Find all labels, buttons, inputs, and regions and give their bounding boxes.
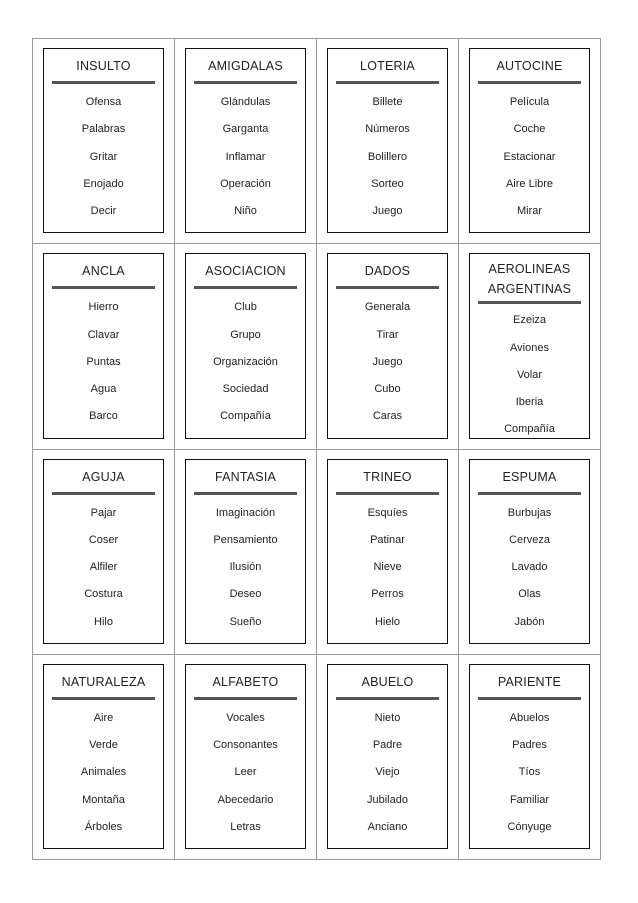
forbidden-word: Cónyuge <box>507 820 552 833</box>
forbidden-word: Club <box>234 301 257 314</box>
forbidden-word: Operación <box>220 177 271 190</box>
forbidden-word: Agua <box>90 383 117 396</box>
title-divider <box>52 697 155 700</box>
card-cell <box>459 244 601 449</box>
forbidden-word: Sueño <box>229 615 262 628</box>
forbidden-word: Bolillero <box>367 150 408 163</box>
title-divider <box>478 81 581 84</box>
forbidden-word-list <box>478 710 581 846</box>
title-divider <box>52 81 155 84</box>
card-title: ESPUMA <box>502 469 557 484</box>
forbidden-word: Números <box>365 123 410 136</box>
title-divider <box>194 286 297 289</box>
card-cell <box>317 450 459 655</box>
title-divider <box>52 492 155 495</box>
card-cell <box>175 39 317 244</box>
forbidden-word: Gritar <box>89 150 118 163</box>
forbidden-word: Tirar <box>376 328 399 341</box>
forbidden-word: Abuelos <box>509 711 550 724</box>
forbidden-word: Coche <box>513 123 546 136</box>
forbidden-word: Padres <box>512 739 547 752</box>
forbidden-word: Burbujas <box>507 506 552 519</box>
card-title: INSULTO <box>76 59 131 73</box>
forbidden-word: Familiar <box>509 793 550 806</box>
forbidden-word: Compañía <box>504 423 555 436</box>
forbidden-word: Cubo <box>374 383 401 396</box>
forbidden-word-list <box>478 505 581 641</box>
card-sheet <box>32 38 601 860</box>
forbidden-word: Jubilado <box>367 793 408 806</box>
forbidden-word: Pajar <box>90 506 117 519</box>
forbidden-word: Juego <box>372 355 403 368</box>
forbidden-word: Tíos <box>518 766 541 779</box>
card-cell <box>33 655 175 860</box>
title-divider <box>194 697 297 700</box>
forbidden-word: Puntas <box>86 355 121 368</box>
forbidden-word: Barco <box>89 410 118 423</box>
forbidden-word: Ilusión <box>229 561 262 574</box>
forbidden-word: Alfiler <box>89 561 118 574</box>
word-card <box>185 48 306 233</box>
forbidden-word: Deseo <box>229 588 262 601</box>
card-title: ABUELO <box>361 674 414 689</box>
card-title: TRINEO <box>363 469 412 484</box>
card-title: AMIGDALAS <box>208 59 283 73</box>
forbidden-word: Iberia <box>515 396 544 409</box>
forbidden-word: Compañía <box>220 410 271 423</box>
forbidden-word-list <box>478 312 581 448</box>
forbidden-word: Garganta <box>222 123 269 136</box>
word-card <box>469 664 590 849</box>
forbidden-word: Animales <box>80 766 127 779</box>
forbidden-word: Grupo <box>230 328 261 341</box>
forbidden-word: Lavado <box>511 561 548 574</box>
word-card <box>327 48 448 233</box>
card-title: AUTOCINE <box>496 59 563 73</box>
title-divider <box>336 81 439 84</box>
card-cell <box>175 655 317 860</box>
card-title: LOTERIA <box>360 59 415 73</box>
forbidden-word: Vocales <box>226 711 265 724</box>
word-card <box>327 664 448 849</box>
title-divider <box>52 286 155 289</box>
card-cell <box>33 450 175 655</box>
forbidden-word: Pensamiento <box>213 533 278 546</box>
forbidden-word: Nieto <box>374 711 401 724</box>
forbidden-word: Hierro <box>88 301 119 314</box>
forbidden-word: Aviones <box>510 341 549 354</box>
forbidden-word: Enojado <box>83 177 124 190</box>
forbidden-word: Olas <box>518 588 541 601</box>
card-title: ALFABETO <box>212 674 279 689</box>
card-title: PARIENTE <box>497 674 562 689</box>
forbidden-word: Palabras <box>81 123 126 136</box>
forbidden-word-list <box>478 94 581 230</box>
forbidden-word: Padre <box>372 739 403 752</box>
forbidden-word: Coser <box>88 533 119 546</box>
forbidden-word: Volar <box>516 368 543 381</box>
forbidden-word: Abecedario <box>217 793 274 806</box>
word-card <box>43 664 164 849</box>
title-divider <box>194 81 297 84</box>
forbidden-word: Niño <box>234 205 257 218</box>
forbidden-word: Montaña <box>82 793 125 806</box>
forbidden-word: Viejo <box>375 766 400 779</box>
card-cell <box>175 244 317 449</box>
forbidden-word-list <box>194 505 297 641</box>
forbidden-word: Consonantes <box>213 739 278 752</box>
forbidden-word-list <box>336 299 439 435</box>
forbidden-word-list <box>52 94 155 230</box>
card-cell <box>317 655 459 860</box>
word-card <box>43 459 164 644</box>
word-card <box>469 253 590 438</box>
forbidden-word-list <box>194 94 297 230</box>
word-card <box>469 459 590 644</box>
forbidden-word-list <box>336 710 439 846</box>
forbidden-word-list <box>52 505 155 641</box>
word-card <box>185 253 306 438</box>
card-cell <box>33 39 175 244</box>
forbidden-word: Perros <box>371 588 404 601</box>
card-cell <box>33 244 175 449</box>
forbidden-word-list <box>336 505 439 641</box>
word-card <box>185 664 306 849</box>
forbidden-word: Árboles <box>84 820 123 833</box>
word-card <box>327 459 448 644</box>
forbidden-word: Letras <box>230 820 261 833</box>
forbidden-word: Nieve <box>373 561 402 574</box>
word-card <box>43 253 164 438</box>
forbidden-word: Anciano <box>367 820 408 833</box>
card-title: AGUJA <box>82 469 125 484</box>
forbidden-word: Hielo <box>374 615 401 628</box>
forbidden-word: Película <box>509 96 550 108</box>
forbidden-word: Sociedad <box>222 383 269 396</box>
word-card <box>327 253 448 438</box>
forbidden-word: Aire <box>93 711 114 724</box>
title-divider <box>194 492 297 495</box>
forbidden-word: Esquíes <box>367 506 408 519</box>
forbidden-word: Hilo <box>94 615 113 628</box>
forbidden-word-list <box>194 299 297 435</box>
title-divider <box>478 301 581 304</box>
forbidden-word: Decir <box>90 205 117 218</box>
card-cell <box>317 244 459 449</box>
forbidden-word: Mirar <box>516 205 543 218</box>
title-divider <box>478 492 581 495</box>
card-cell <box>175 450 317 655</box>
card-cell <box>459 450 601 655</box>
forbidden-word-list <box>194 710 297 846</box>
title-divider <box>478 697 581 700</box>
forbidden-word: Inflamar <box>225 150 266 163</box>
forbidden-word: Ezeiza <box>512 314 547 327</box>
title-divider <box>336 697 439 700</box>
title-divider <box>336 492 439 495</box>
forbidden-word: Leer <box>234 766 257 779</box>
forbidden-word-list <box>336 94 439 230</box>
forbidden-word: Estacionar <box>503 150 556 163</box>
forbidden-word: Costura <box>84 588 123 601</box>
forbidden-word: Imaginación <box>215 506 276 519</box>
forbidden-word: Juego <box>372 205 403 218</box>
forbidden-word: Aire Libre <box>505 177 554 190</box>
forbidden-word: Patinar <box>370 533 405 546</box>
card-cell <box>317 39 459 244</box>
forbidden-word: Generala <box>364 301 411 314</box>
card-title: ANCLA <box>82 264 125 279</box>
forbidden-word: Clavar <box>87 328 120 341</box>
card-title: DADOS <box>364 264 411 279</box>
word-card <box>469 48 590 233</box>
forbidden-word: Verde <box>89 739 118 752</box>
forbidden-word: Sorteo <box>371 177 404 190</box>
card-cell <box>459 39 601 244</box>
forbidden-word: Caras <box>372 410 403 423</box>
forbidden-word: Cerveza <box>509 533 550 546</box>
card-title: AEROLINEAS ARGENTINAS <box>487 262 572 297</box>
forbidden-word-list <box>52 299 155 435</box>
card-title: FANTASIA <box>214 469 277 484</box>
card-title: NATURALEZA <box>61 674 146 689</box>
forbidden-word: Billete <box>372 96 403 108</box>
forbidden-word-list <box>52 710 155 846</box>
forbidden-word: Glándulas <box>220 96 271 108</box>
title-divider <box>336 286 439 289</box>
forbidden-word: Organización <box>213 355 278 368</box>
word-card <box>185 459 306 644</box>
card-title: ASOCIACION <box>205 264 286 279</box>
forbidden-word: Jabón <box>514 615 545 628</box>
word-card <box>43 48 164 233</box>
forbidden-word: Ofensa <box>85 96 122 108</box>
card-cell <box>459 655 601 860</box>
